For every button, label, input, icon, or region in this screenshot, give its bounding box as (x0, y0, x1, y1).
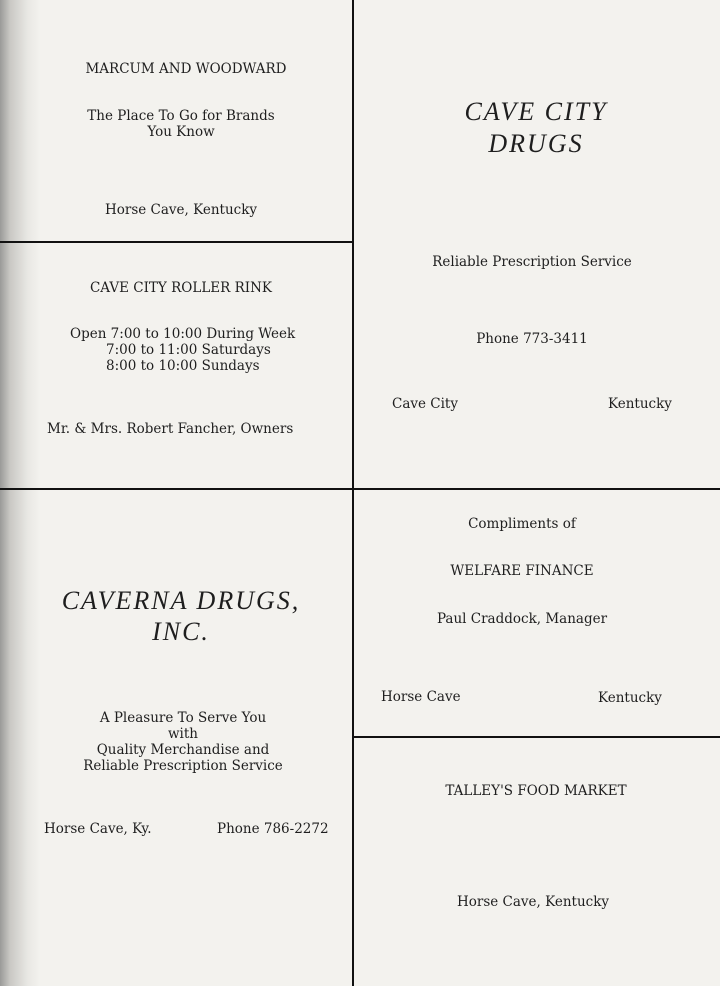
ad-slogan-line: You Know (147, 124, 215, 140)
ad-business-name: CAVE CITY ROLLER RINK (89, 280, 273, 296)
ad-phone: Phone 786-2272 (217, 821, 329, 837)
ad-hours-line: 8:00 to 10:00 Sundays (106, 358, 260, 374)
ad-manager: Paul Craddock, Manager (436, 611, 608, 627)
ad-business-name: WELFARE FINANCE (450, 563, 594, 579)
ad-tagline-line: A Pleasure To Serve You (99, 710, 267, 726)
ad-owners: Mr. & Mrs. Robert Fancher, Owners (47, 421, 294, 437)
ad-location: Horse Cave, Kentucky (104, 202, 258, 218)
ad-business-name: DRUGS (488, 129, 584, 158)
ad-tagline-line: Quality Merchandise and (96, 742, 270, 758)
ad-location: Horse Cave, Ky. (44, 821, 152, 837)
ad-business-name: MARCUM AND WOODWARD (85, 61, 287, 77)
ad-state: Kentucky (598, 690, 662, 706)
ad-slogan-line: The Place To Go for Brands (87, 108, 275, 124)
page-binding-shadow (0, 0, 40, 986)
ad-hours-line: Open 7:00 to 10:00 During Week (70, 326, 296, 342)
ad-business-name: INC. (152, 617, 210, 646)
ad-location: Horse Cave, Kentucky (456, 894, 610, 910)
ad-tagline (0, 710, 366, 774)
ad-business-name: TALLEY'S FOOD MARKET (445, 783, 627, 799)
divider-middle (0, 488, 720, 490)
right-divider (352, 736, 720, 738)
ad-state: Kentucky (608, 396, 672, 412)
ad-city: Horse Cave (381, 689, 461, 705)
ad-slogan (0, 108, 362, 140)
ad-compliments: Compliments of (468, 516, 576, 532)
ad-tagline-line: Reliable Prescription Service (83, 758, 283, 774)
ad-business-name: CAVERNA DRUGS, (61, 586, 301, 615)
ad-hours-line: 7:00 to 11:00 Saturdays (106, 342, 271, 358)
ad-tagline-line: with (168, 726, 198, 742)
ad-service: Reliable Prescription Service (432, 254, 632, 270)
ad-phone: Phone 773-3411 (476, 331, 588, 347)
ad-business-name: CAVE CITY (464, 97, 608, 126)
ad-city: Cave City (392, 396, 458, 412)
left-divider-1 (0, 241, 354, 243)
